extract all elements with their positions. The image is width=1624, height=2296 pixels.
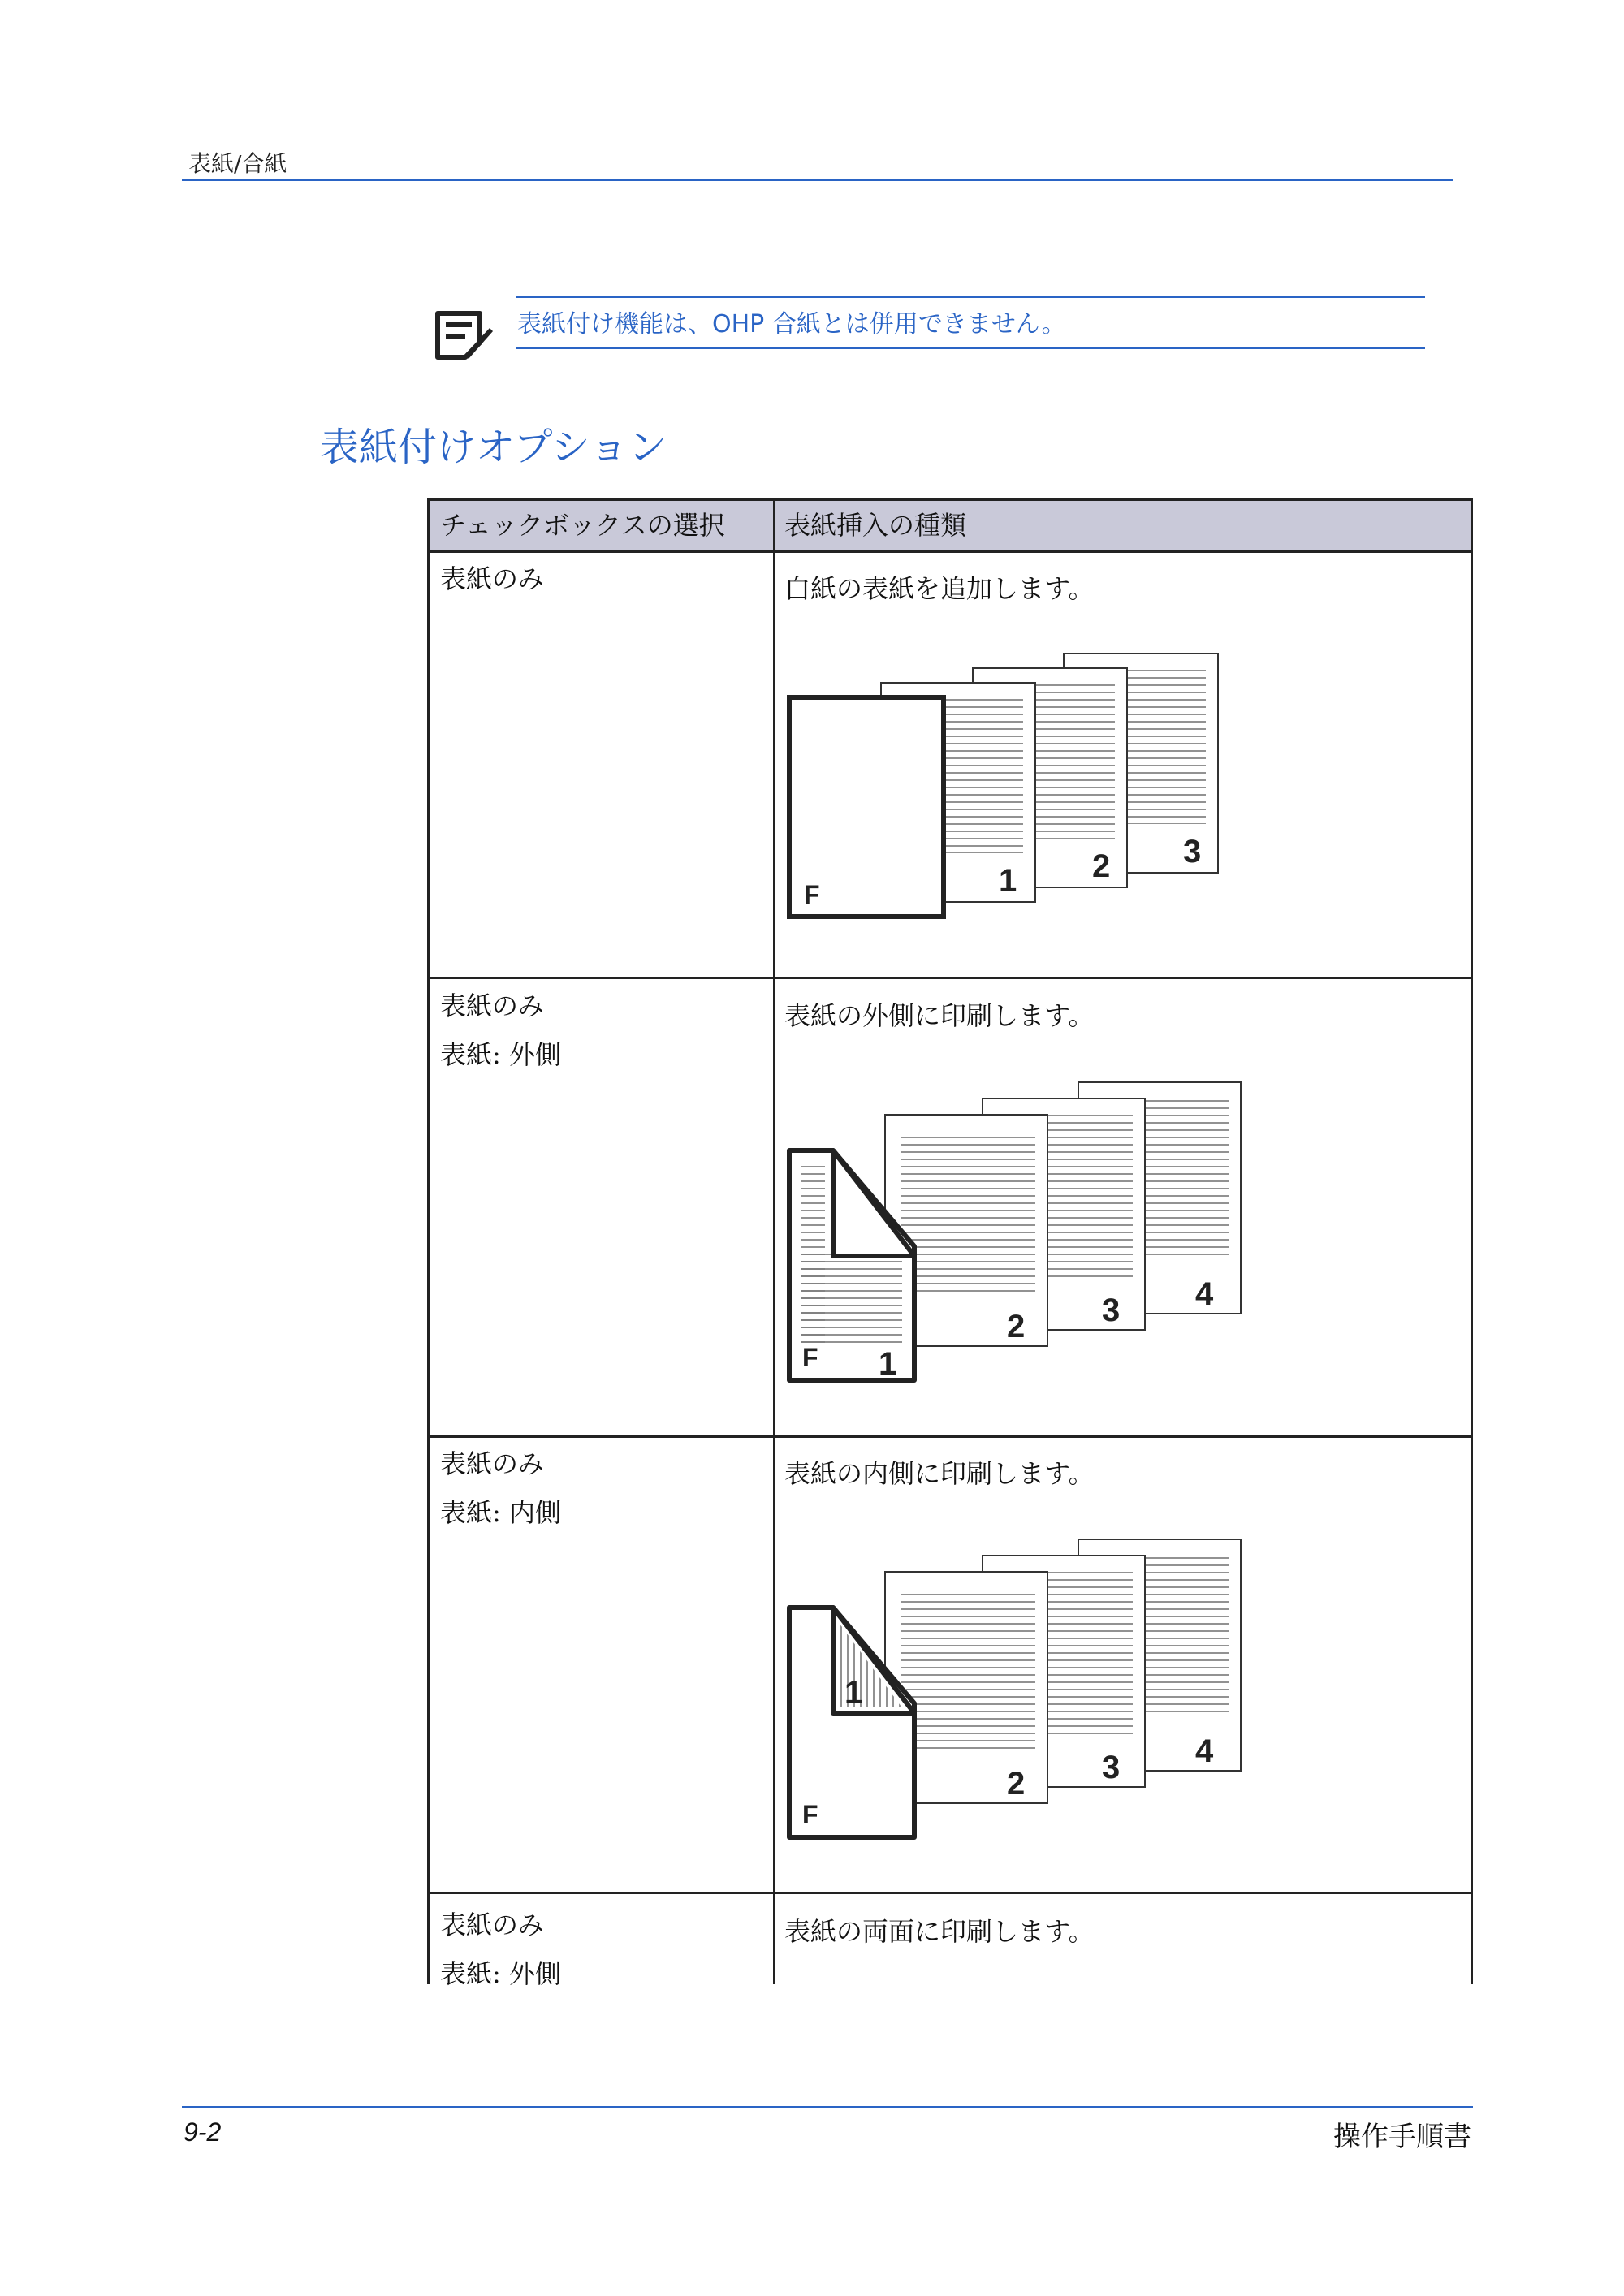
row-3-selection-1: 表紙のみ [440,1448,545,1479]
figure-blank-cover [780,645,1234,930]
row-2-selection-2: 表紙: 外側 [440,1039,561,1070]
table-border [427,498,430,1984]
figure-cover-label: F [802,1800,818,1829]
table-border [427,977,1473,979]
page-number: 9-2 [184,2117,222,2147]
table-border [427,550,1473,553]
table-border [773,498,775,1984]
note-pencil-icon [433,307,496,364]
manual-title: 操作手順書 [1333,2121,1471,2153]
table-border [427,498,1473,501]
row-1-selection-1: 表紙のみ [440,563,545,594]
row-2-selection-1: 表紙のみ [440,990,545,1021]
row-1-description: 白紙の表紙を追加します。 [784,573,1095,604]
figure-page-label: 4 [1195,1276,1214,1312]
section-title: 表紙付けオプション [320,425,667,470]
note-text: 表紙付け機能は、OHP 合紙とは併用できません。 [517,310,1066,339]
row-4-selection-1: 表紙のみ [440,1910,545,1940]
figure-cover-label: F [802,1343,818,1372]
figure-page-label: 2 [1092,848,1111,884]
figure-print-outside [780,1076,1250,1400]
figure-page-label: 3 [1102,1750,1121,1785]
row-3-selection-2: 表紙: 内側 [440,1497,561,1528]
header-rule [182,179,1453,181]
figure-page-label: 1 [999,863,1017,899]
note-rule-bottom [516,347,1425,349]
table-border [427,1435,1473,1438]
figure-print-inside [780,1533,1250,1858]
row-3-description: 表紙の内側に印刷します。 [784,1458,1095,1489]
row-4-description: 表紙の両面に印刷します。 [784,1916,1095,1947]
figure-page-label: 1 [844,1675,863,1711]
figure-page-label: 3 [1183,834,1202,870]
table-header-type: 表紙挿入の種類 [784,510,967,541]
figure-cover-label: F [804,880,820,909]
running-header: 表紙/合紙 [188,150,287,177]
footer-rule [182,2106,1473,2108]
table-header-selection: チェックボックスの選択 [440,510,725,541]
figure-page-label: 4 [1195,1733,1214,1769]
figure-page-label: 2 [1007,1309,1026,1344]
figure-page-label: 1 [879,1346,897,1382]
note-rule-top [516,296,1425,298]
table-border [427,1892,1473,1894]
table-border [1471,498,1473,1984]
figure-page-label: 2 [1007,1766,1026,1802]
figure-page-label: 3 [1102,1293,1121,1328]
row-4-selection-2: 表紙: 外側 [440,1958,561,1989]
row-2-description: 表紙の外側に印刷します。 [784,1000,1095,1031]
